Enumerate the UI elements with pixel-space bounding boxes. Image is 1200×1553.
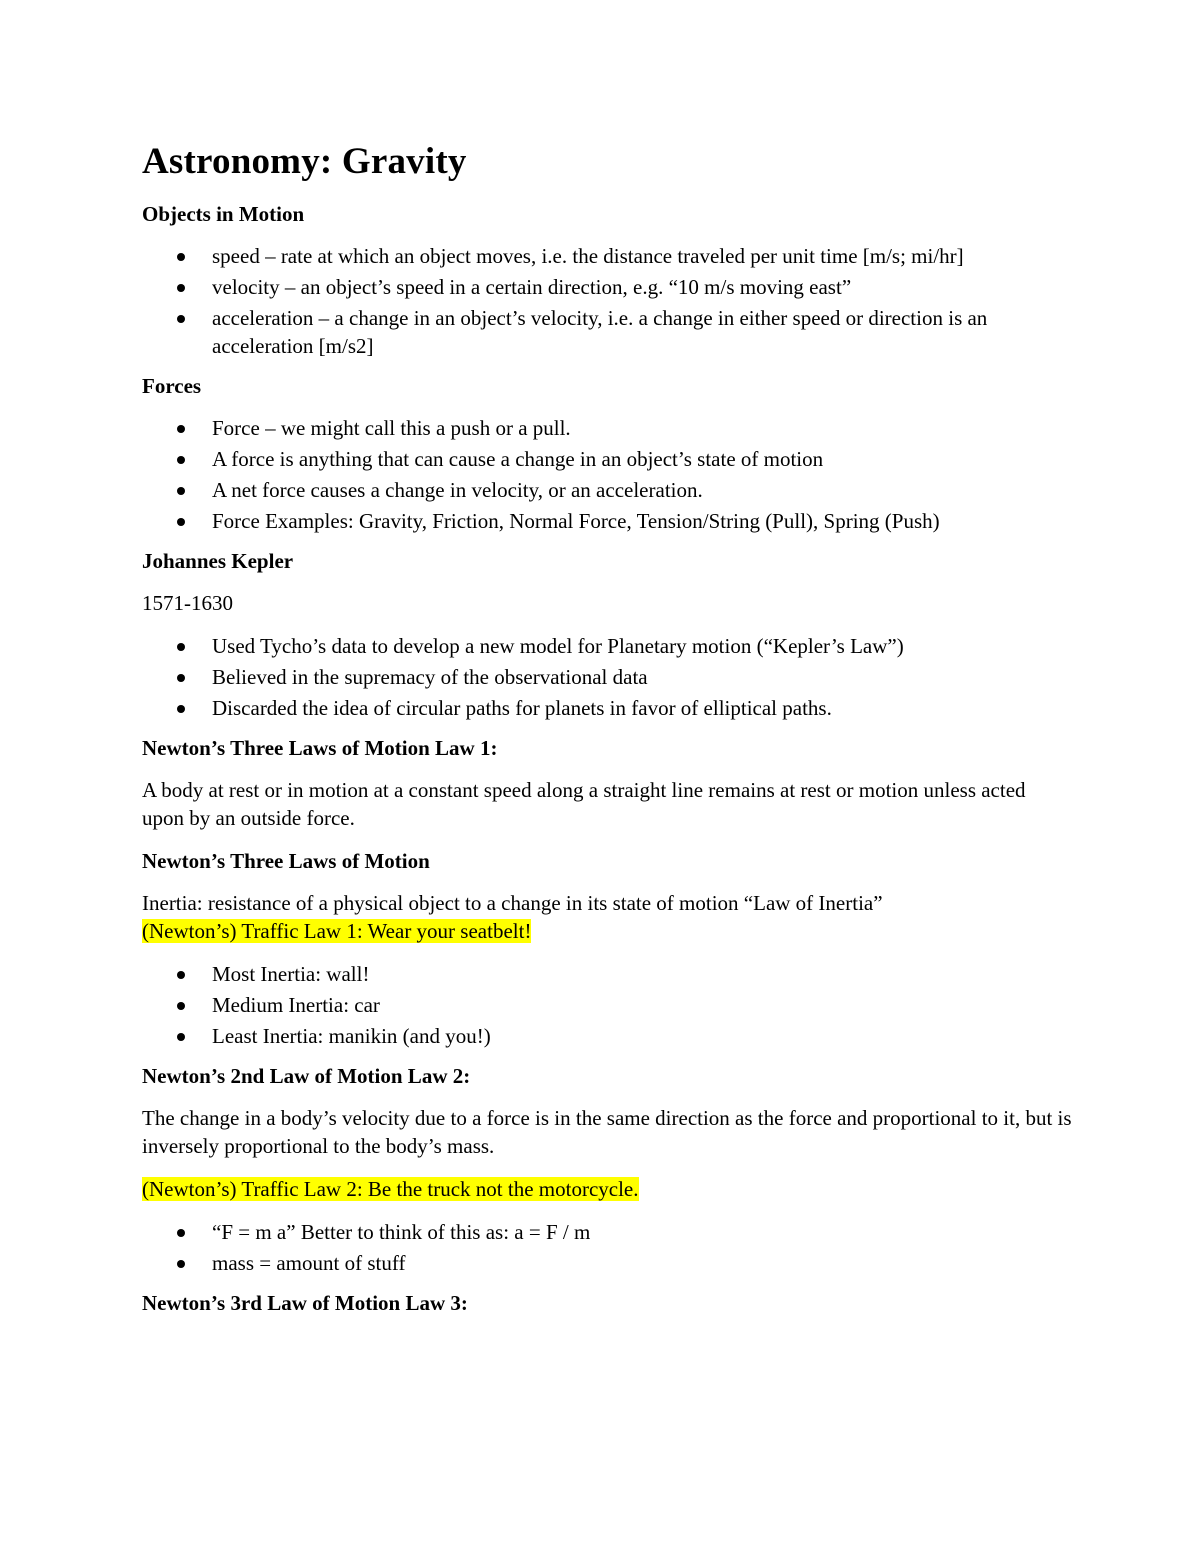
inertia-list: [142, 960, 1072, 1050]
bullet-icon: [177, 518, 185, 526]
list-item-text: Force Examples: Gravity, Friction, Normal Force, Tension/String (Pull), Spring (Push): [212, 509, 940, 533]
bullet-icon: [177, 425, 185, 433]
heading-forces: Forces: [142, 374, 202, 398]
document-title: Astronomy: Gravity: [142, 141, 467, 182]
bullet-icon: [177, 1229, 185, 1237]
list-item: [142, 414, 1072, 442]
list-item-text: “F = m a” Better to think of this as: a = F / m: [212, 1220, 591, 1244]
law-2-list: [142, 1218, 1072, 1277]
kepler-years: 1571-1630: [142, 591, 233, 615]
traffic-law-1-paragraph: [142, 917, 1072, 945]
list-item-text: Least Inertia: manikin (and you!): [212, 1024, 491, 1048]
heading-law-2: Newton’s 2nd Law of Motion Law 2:: [142, 1064, 471, 1088]
bullet-icon: [177, 1002, 185, 1010]
heading-law-1: Newton’s Three Laws of Motion Law 1:: [142, 736, 498, 760]
heading-johannes-kepler: Johannes Kepler: [142, 549, 294, 573]
list-item-text: Used Tycho’s data to develop a new model for Planetary motion (“Kepler’s Law”): [212, 634, 904, 658]
bullet-icon: [177, 1033, 185, 1041]
list-item-text: A force is anything that can cause a change in an object’s state of motion: [212, 447, 824, 471]
bullet-icon: [177, 643, 185, 651]
heading-law-3: Newton’s 3rd Law of Motion Law 3:: [142, 1291, 468, 1315]
list-item: [142, 694, 1072, 722]
list-item: [142, 507, 1072, 535]
list-item: [142, 242, 1072, 270]
list-item-text: Force – we might call this a push or a pull.: [212, 416, 571, 440]
traffic-law-1-highlight: (Newton’s) Traffic Law 1: Wear your seatbelt!: [142, 919, 532, 943]
list-item-text: Medium Inertia: car: [212, 993, 380, 1017]
list-item-text: Most Inertia: wall!: [212, 962, 370, 986]
motion-list: [142, 242, 1072, 360]
forces-list: [142, 414, 1072, 535]
bullet-icon: [177, 487, 185, 495]
kepler-list: [142, 632, 1072, 722]
list-item-text: acceleration – a change in an object’s velocity, i.e. a change in either speed or direction is an acceleration [m/s2]: [212, 306, 988, 358]
bullet-icon: [177, 456, 185, 464]
list-item: [142, 476, 1072, 504]
list-item: [142, 273, 1072, 301]
bullet-icon: [177, 315, 185, 323]
traffic-law-2-paragraph: [142, 1175, 1072, 1203]
bullet-icon: [177, 253, 185, 261]
list-item: [142, 960, 1072, 988]
list-item-text: Believed in the supremacy of the observational data: [212, 665, 648, 689]
list-item-text: mass = amount of stuff: [212, 1251, 406, 1275]
bullet-icon: [177, 705, 185, 713]
list-item-text: Discarded the idea of circular paths for planets in favor of elliptical paths.: [212, 696, 832, 720]
list-item: [142, 663, 1072, 691]
list-item: [142, 304, 1072, 360]
inertia-text: Inertia: resistance of a physical object to a change in its state of motion “Law of Inertia”: [142, 891, 883, 915]
bullet-icon: [177, 674, 185, 682]
list-item: [142, 632, 1072, 660]
bullet-icon: [177, 971, 185, 979]
law-2-text: The change in a body’s velocity due to a force is in the same direction as the force and proportional to it, but is inversely proportional to the body’s mass.: [142, 1106, 1072, 1158]
list-item-text: velocity – an object’s speed in a certain direction, e.g. “10 m/s moving east”: [212, 275, 852, 299]
list-item-text: speed – rate at which an object moves, i.e. the distance traveled per unit time [m/s; mi/hr]: [212, 244, 964, 268]
bullet-icon: [177, 284, 185, 292]
traffic-law-2-highlight: (Newton’s) Traffic Law 2: Be the truck not the motorcycle.: [142, 1177, 639, 1201]
law-1-text: A body at rest or in motion at a constant speed along a straight line remains at rest or motion unless acted upon by an outside force.: [142, 778, 1026, 830]
bullet-icon: [177, 1260, 185, 1268]
list-item: [142, 991, 1072, 1019]
list-item: [142, 1249, 1072, 1277]
list-item-text: A net force causes a change in velocity, or an acceleration.: [212, 478, 703, 502]
heading-three-laws: Newton’s Three Laws of Motion: [142, 849, 430, 873]
list-item: [142, 445, 1072, 473]
document-page: [142, 136, 1072, 1331]
list-item: [142, 1022, 1072, 1050]
list-item: [142, 1218, 1072, 1246]
heading-objects-in-motion: Objects in Motion: [142, 202, 305, 226]
